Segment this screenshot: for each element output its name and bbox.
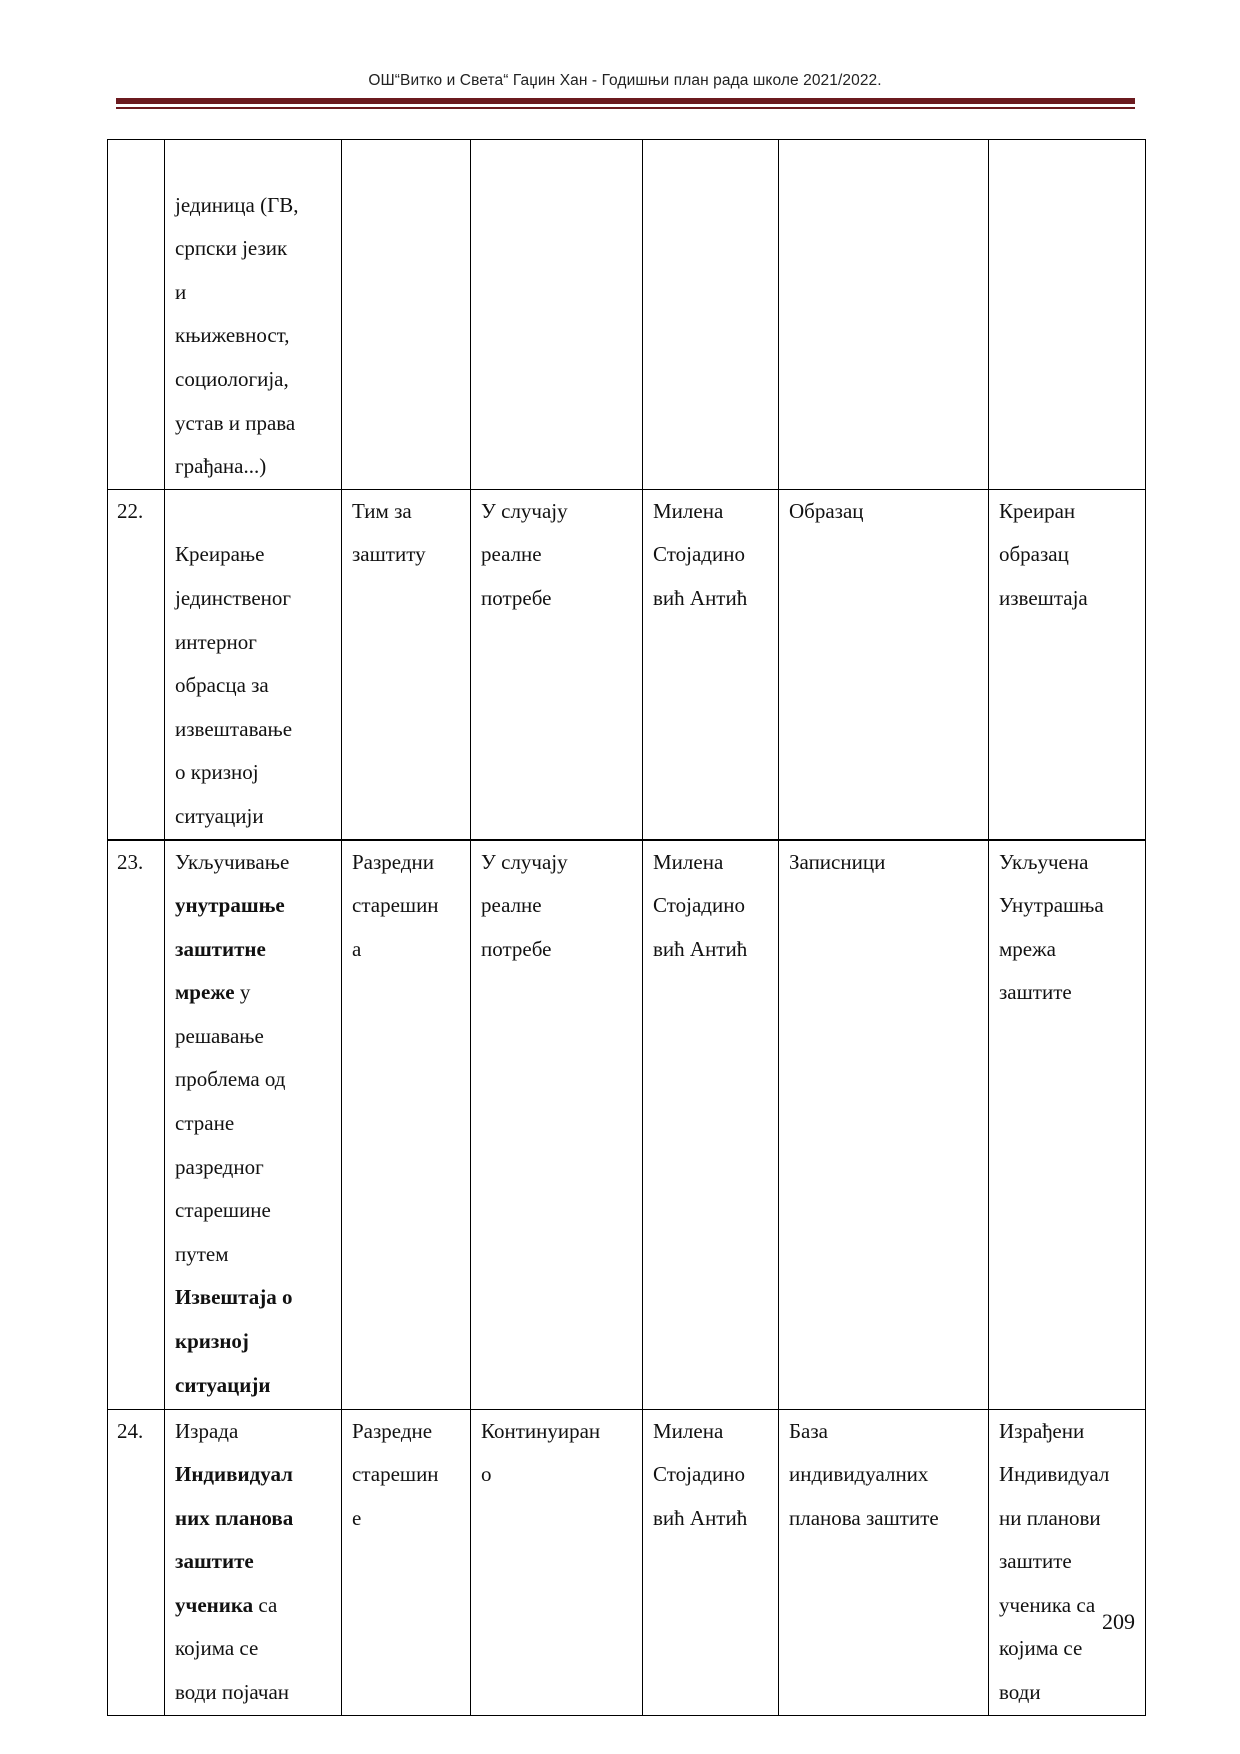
participants-cell: Тим за заштиту xyxy=(342,489,471,839)
time-cell: У случају реалне потребе xyxy=(471,489,643,839)
responsible-cell xyxy=(643,140,779,490)
table-row xyxy=(108,1409,1146,1715)
responsible-cell: Милена Стојадино вић Антић xyxy=(643,840,779,1410)
time-cell: У случају реалне потребе xyxy=(471,840,643,1410)
outcome-cell: Укључена Унутрашња мрежа заштите xyxy=(989,840,1146,1410)
activity-text: Креирање јединственог интерног обрасца за извештавање о кризној ситуацији xyxy=(175,542,293,828)
outcome-cell: Креиран образац извештаја xyxy=(989,489,1146,839)
table-row xyxy=(108,489,1146,839)
activity-cell xyxy=(165,140,342,490)
header-rule xyxy=(116,98,1135,104)
responsible-cell: Милена Стојадино вић Антић xyxy=(643,1409,779,1715)
activity-text: у решавање проблема од стране разредног старешине путем xyxy=(175,980,286,1266)
outcome-cell xyxy=(989,140,1146,490)
participants-cell: Разредни старешин а xyxy=(342,840,471,1410)
evidence-cell: Записници xyxy=(779,840,989,1410)
header-rule-thin xyxy=(116,107,1135,109)
activity-plan-table xyxy=(107,139,1146,1716)
page-header: ОШ“Витко и Света“ Гаџин Хан - Годишњи план рада школе 2021/2022. xyxy=(368,72,882,89)
evidence-cell: База индивидуалних планова заштите xyxy=(779,1409,989,1715)
activity-text-bold: Индивидуал них планова заштите ученика xyxy=(175,1462,294,1617)
page-number: 209 xyxy=(1102,1609,1135,1634)
participants-cell: Разредне старешин е xyxy=(342,1409,471,1715)
row-number-cell: 22. xyxy=(108,489,165,839)
evidence-cell xyxy=(779,140,989,490)
responsible-cell: Милена Стојадино вић Антић xyxy=(643,489,779,839)
row-number-cell: 23. xyxy=(108,840,165,1410)
row-number-cell xyxy=(108,140,165,490)
activity-cell xyxy=(165,1409,342,1715)
activity-text: јединица (ГВ, српски језик и књижевност, социологија, устав и права грађана...) xyxy=(175,192,299,479)
activity-text-bold: унутрашње заштитне мреже xyxy=(175,893,285,1005)
activity-text: Израда xyxy=(175,1418,239,1443)
time-cell: Континуиран о xyxy=(471,1409,643,1715)
row-number-cell: 24. xyxy=(108,1409,165,1715)
activity-text: са којима се води појачан xyxy=(175,1592,290,1705)
activity-text: Укључивање xyxy=(175,849,290,874)
participants-cell xyxy=(342,140,471,490)
outcome-cell: Израђени Индивидуал ни планови заштите ученика са којима се води xyxy=(989,1409,1146,1715)
activity-text-bold: Извештаја о кризној ситуацији xyxy=(175,1285,293,1397)
time-cell xyxy=(471,140,643,490)
evidence-cell: Образац xyxy=(779,489,989,839)
table-row xyxy=(108,840,1146,1410)
activity-cell xyxy=(165,840,342,1410)
table-row xyxy=(108,140,1146,490)
activity-cell xyxy=(165,489,342,839)
